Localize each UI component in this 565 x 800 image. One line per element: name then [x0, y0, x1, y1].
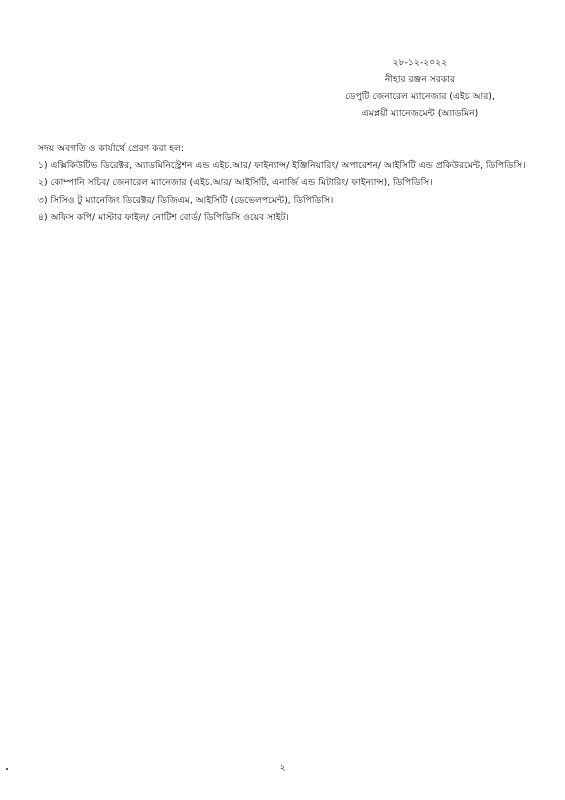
signature-date: ২৮-১২-২০২২ [392, 57, 448, 68]
page-number: ২ [279, 763, 286, 773]
distribution-item-2: ২) কোম্পানি সচিব/ জেনারেল ম্যানেজার (এইচ.আর/ আইসিটি, এনার্জি এন্ড মিটারিং/ ফাইন্যান্স), ডিপিডিসি। [38, 177, 433, 189]
distribution-item-1: ১) এক্সিকিউটিভ ডিরেক্টর, অ্যাডমিনিস্ট্রেশন এন্ড এইচ.আর/ ফাইন্যান্স/ ইঞ্জিনিয়ারিং/ অপারেশন/ আইসিটি এন্ড প্রকিউরমেন্ট, ডিপিডিসি। [38, 160, 526, 172]
distribution-item-4: ৪) অফিস কপি/ মাস্টার ফাইল/ নোটিশ বোর্ড/ ডিপিডিসি ওয়েব সাইট। [38, 211, 289, 223]
scan-mark [6, 768, 8, 770]
signatory-designation: ডেপুটি জেনারেল ম্যানেজার (এইচ আর), [345, 91, 495, 102]
distribution-item-3: ৩) সিসিও টু ম্যানেজিং ডিরেক্টর/ ডিজিএম, আইসিটি (ডেভেলপমেন্ট), ডিপিডিসি। [38, 194, 334, 206]
distribution-list [38, 140, 533, 226]
signatory-department: এমপ্লয়ী ম্যানেজমেন্ট (অ্যাডমিন) [361, 108, 479, 119]
signatory-name: নীহার রঞ্জন সরকার [384, 74, 456, 85]
distribution-intro: সদয় অবগতি ও কার্যার্থে প্রেরণ করা হল: [38, 143, 185, 154]
signature-block [315, 54, 525, 122]
